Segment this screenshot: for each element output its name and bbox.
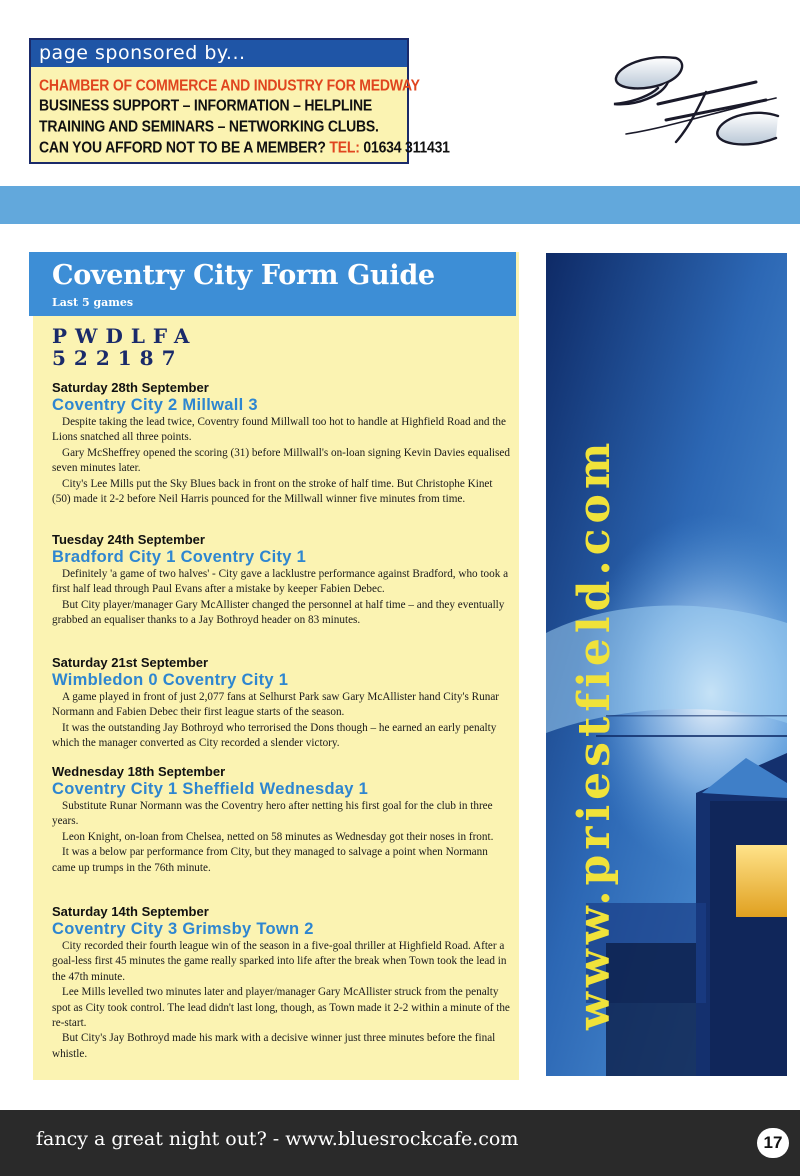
sponsor-line-2: BUSINESS SUPPORT – INFORMATION – HELPLINE [39,96,373,114]
gfc-logo-icon [606,46,786,156]
sponsor-heading: page sponsored by... [31,40,407,67]
match-paragraph: Despite taking the lead twice, Coventry found Millwall too hot to handle at Highfield Road and the Lions snatched all three points. [52,416,506,444]
match-paragraph: Substitute Runar Normann was the Coventry hero after netting his first goal for the club in three years. [52,800,493,828]
match-report [52,764,512,876]
match-paragraph: A game played in front of just 2,077 fans at Selhurst Park saw Gary McAllister hand City's Runar Normann and Fabien Debec their first league starts of the season. [52,691,500,719]
advert-url-text: www.priestfield.com [569,437,620,1030]
header-band [0,186,800,224]
match-report [52,532,512,629]
sponsor-tel-number: 01634 311431 [363,138,450,156]
stats-header: PWDLFA [52,324,198,348]
sponsor-line-1: CHAMBER OF COMMERCE AND INDUSTRY FOR MEDWAY [39,76,420,94]
match-paragraph: It was the outstanding Jay Bothroyd who terrorised the Dons though – he earned an early penalty which the manager converted as City recorded a slender victory. [52,721,497,750]
form-guide-subtitle: Last 5 games [52,296,134,309]
match-score: Wimbledon 0 Coventry City 1 [52,671,289,689]
sponsor-tel-label: TEL: [329,138,360,156]
match-paragraph: It was a below par performance from City, but they managed to salvage a point when Normann came up trumps in the 76th minute. [52,846,488,874]
match-report [52,904,512,1062]
page-number: 17 [757,1128,789,1158]
match-score: Bradford City 1 Coventry City 1 [52,548,307,566]
match-date: Saturday 21st September [52,655,209,670]
match-paragraph: City's Lee Mills put the Sky Blues back in front on the stroke of half time. But Christophe Kinet (50) made it 2-2 before Neil Harris pounced for the Millwall winner five minutes from time. [52,477,493,506]
match-score: Coventry City 1 Sheffield Wednesday 1 [52,780,369,798]
sponsor-question: CAN YOU AFFORD NOT TO BE A MEMBER? [39,138,326,156]
sponsor-line-4 [39,138,450,156]
match-paragraph: But City's Jay Bothroyd made his mark with a decisive winner just three minutes before the final whistle. [52,1032,496,1060]
match-paragraph: But City player/manager Gary McAllister changed the personnel at half time – and they eventually grabbed an equaliser thanks to a Jay Bothroyd header on 83 minutes. [52,598,505,627]
match-paragraph: Gary McSheffrey opened the scoring (31) before Millwall's on-loan signing Kevin Davies equalised seven minutes later. [52,446,510,475]
match-paragraph: City recorded their fourth league win of the season in a five-goal thriller at Highfield Road. After a goal-less first 45 minutes the game really sparked into life after the break when Town took the lead in the 47th minute. [52,940,507,983]
form-guide-title: Coventry City Form Guide [52,260,435,291]
match-paragraph: Lee Mills levelled two minutes later and player/manager Gary McAllister struck from the penalty spot as City took control. The lead didn't last long, though, as Town made it 2-2 within a minute of the re-start. [52,986,510,1030]
match-score: Coventry City 2 Millwall 3 [52,396,258,414]
sponsor-box [29,38,450,164]
sponsor-line-3: TRAINING AND SEMINARS – NETWORKING CLUBS. [39,117,379,135]
match-report [52,380,512,507]
match-paragraph: Leon Knight, on-loan from Chelsea, netted on 58 minutes as Wednesday got their noses in front. [62,830,494,843]
match-date: Saturday 14th September [52,904,209,919]
match-date: Tuesday 24th September [52,532,205,547]
match-date: Wednesday 18th September [52,764,226,779]
stats-values: 522187 [52,346,184,370]
match-date: Saturday 28th September [52,380,209,395]
match-paragraph: Definitely 'a game of two halves' - City gave a lacklustre performance against Bradford, who took a first half lead through Paul Evans after a mistake by keeper Fabien Debec. [52,568,509,596]
footer-text: fancy a great night out? - www.bluesrockcafe.com [36,1128,519,1150]
match-report [52,655,512,752]
match-score: Coventry City 3 Grimsby Town 2 [52,920,314,938]
